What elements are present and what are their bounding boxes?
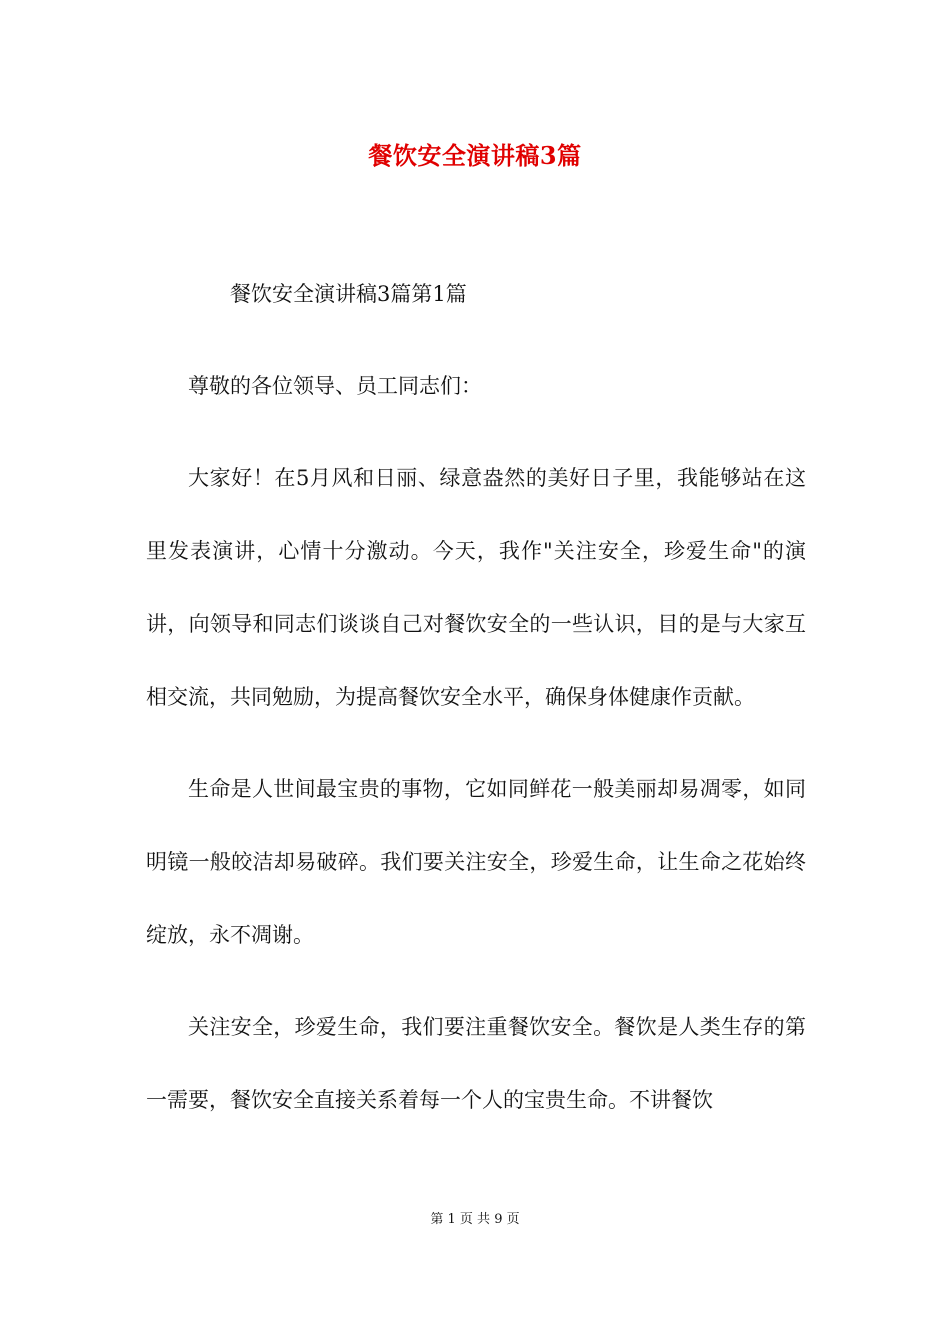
section-heading: 餐饮安全演讲稿3篇第1篇 [230,282,467,306]
paragraph-salutation: 尊敬的各位领导、员工同志们： [188,374,482,398]
paragraph-greeting: 大家好！在5月风和日丽、绿意盎然的美好日子里，我能够站在这里发表演讲，心情十分激动。今天，我作"关注安全，珍爱生命"的演讲，向领导和同志们谈谈自己对餐饮安全的一些认识，目的是与大家互相交流，共同勉励，为提高餐饮安全水平，确保身体健康作贡献。 [146,466,806,709]
paragraph-food-safety: 关注安全，珍爱生命，我们要注重餐饮安全。餐饮是人类生存的第一需要，餐饮安全直接关系着每一个人的宝贵生命。不讲餐饮 [146,1015,806,1112]
document-body [146,276,806,1137]
document-title: 餐饮安全演讲稿3篇 [368,141,582,170]
paragraph-life: 生命是人世间最宝贵的事物，它如同鲜花一般美丽却易凋零，如同明镜一般皎洁却易破碎。我们要关注安全，珍爱生命，让生命之花始终绽放，永不凋谢。 [146,777,806,947]
page-number-footer: 第 1 页 共 9 页 [430,1212,520,1227]
